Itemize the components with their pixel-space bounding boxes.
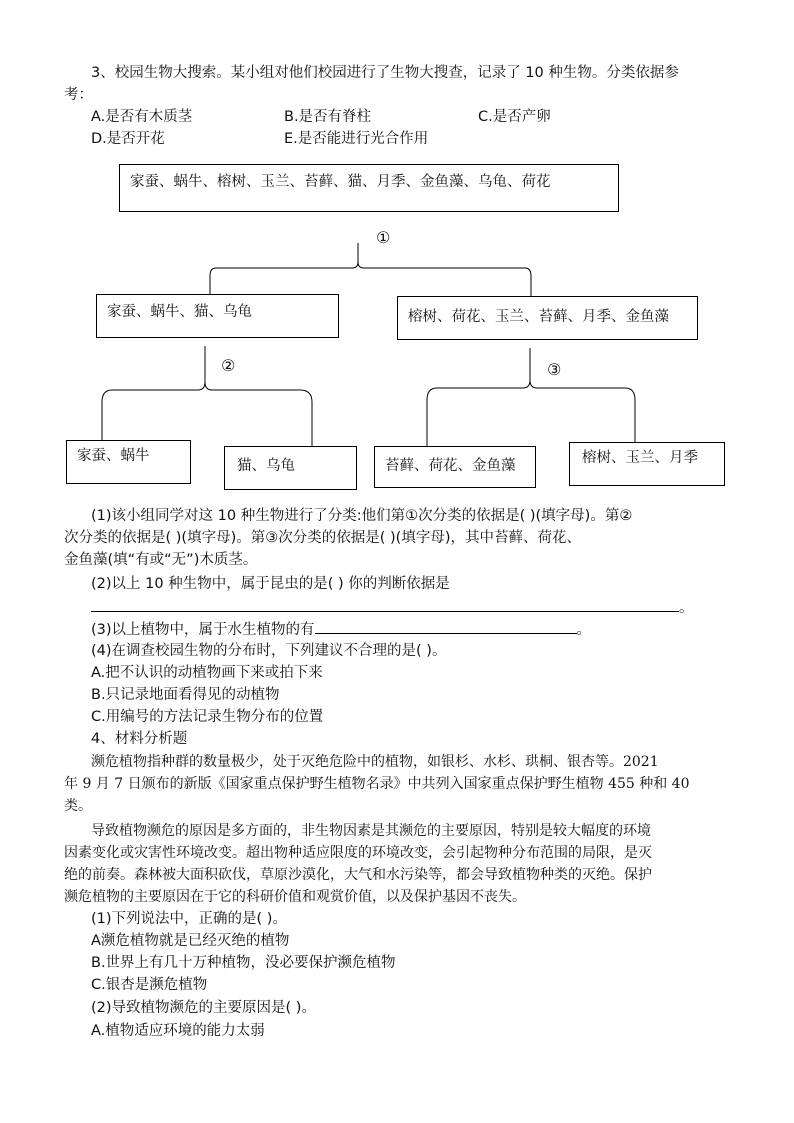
q3-sub4: (4)在调查校园生物的分布时，下列建议不合理的是( )。 xyxy=(91,643,447,659)
q4-sub2: (2)导致植物濒危的主要原因是( )。 xyxy=(91,1000,316,1016)
q3-sub3-blank[interactable] xyxy=(315,617,577,634)
q3-sub1-line1: (1)该小组同学对这 10 种生物进行了分类:他们第①次分类的依据是( )(填字母)。第② xyxy=(91,508,633,524)
q4-p1-line2: 年 9 月 7 日颁布的新版《国家重点保护野生植物名录》中共列入国家重点保护野生植物 455 种和 40 xyxy=(64,776,690,792)
q4-sub1-option-c: C.银杏是濒危植物 xyxy=(91,977,208,993)
q3-sub3-text: (3)以上植物中，属于水生植物的有 xyxy=(91,622,315,638)
diagram-marker-2: ② xyxy=(221,356,236,375)
q3-sub2-line1: (2)以上 10 种生物中，属于昆虫的是( ) 你的判断依据是 xyxy=(91,576,450,592)
brace-1 xyxy=(210,243,531,296)
q3-sub3-line xyxy=(91,617,591,641)
q3-option-a: A.是否有木质茎 xyxy=(91,109,193,125)
diagram-ll-box: 家蚕、蜗牛 xyxy=(66,440,191,484)
q4-p2-line3: 绝的前奏。森林被大面积砍伐，草原沙漠化，大气和水污染等，都会导致植物种类的灭绝。保护 xyxy=(64,867,652,883)
diagram-rl-box: 苔藓、荷花、金鱼藻 xyxy=(374,446,536,488)
q4-title: 4、材料分析题 xyxy=(91,731,188,747)
q3-sub1-line2: 次分类的依据是( )(填字母)。第③次分类的依据是( )(填字母)，其中苔藓、荷花、 xyxy=(64,530,581,546)
q4-p2-line1: 导致植物濒危的原因是多方面的，非生物因素是其濒危的主要原因，特别是较大幅度的环境 xyxy=(91,823,651,839)
q3-sub4-option-a: A.把不认识的动植物画下来或拍下来 xyxy=(91,665,323,681)
q4-p2-line4: 濒危植物的主要原因在于它的科研价值和观赏价值，以及保护基因不丧失。 xyxy=(64,889,526,905)
q4-sub2-option-a: A.植物适应环境的能力太弱 xyxy=(91,1023,265,1039)
q3-option-b: B.是否有脊柱 xyxy=(284,109,372,125)
q4-sub1: (1)下列说法中，正确的是( )。 xyxy=(91,911,287,927)
brace-2 xyxy=(102,346,312,446)
brace-3 xyxy=(427,348,635,446)
q4-sub1-option-a: A濒危植物就是已经灭绝的植物 xyxy=(91,933,290,949)
diagram-right-box: 榕树、荷花、玉兰、苔藓、月季、金鱼藻 xyxy=(397,296,698,340)
q3-intro-line2: 考： xyxy=(64,87,93,103)
q3-sub4-option-b: B.只记录地面看得见的动植物 xyxy=(91,687,280,703)
diagram-root-box: 家蚕、蜗牛、榕树、玉兰、苔藓、猫、月季、金鱼藻、乌龟、荷花 xyxy=(119,164,619,212)
q4-p1-line1: 濒危植物指种群的数量极少，处于灭绝危险中的植物，如银杉、水杉、珙桐、银杏等。2021 xyxy=(91,754,659,770)
q4-p1-line3: 类。 xyxy=(64,798,92,814)
q3-sub3-end: 。 xyxy=(576,622,592,638)
diagram-marker-3: ③ xyxy=(547,360,562,379)
q3-sub4-option-c: C.用编号的方法记录生物分布的位置 xyxy=(91,709,324,725)
q3-option-d: D.是否开花 xyxy=(91,131,165,147)
q4-sub1-option-b: B.世界上有几十万种植物，没必要保护濒危植物 xyxy=(91,955,396,971)
q3-sub1-line3: 金鱼藻(填“有或“无”)木质茎。 xyxy=(64,552,258,568)
diagram-lr-box: 猫、乌龟 xyxy=(224,446,357,490)
diagram-rr-box: 榕树、玉兰、月季 xyxy=(569,442,725,486)
q3-sub2-blank[interactable] xyxy=(91,595,679,612)
q4-p2-line2: 因素变化或灾害性环境改变。超出物种适应限度的环境改变，会引起物种分布范围的局限，是灭 xyxy=(64,845,652,861)
q3-intro-line1: 3、校园生物大搜索。某小组对他们校园进行了生物大搜查，记录了 10 种生物。分类依据参 xyxy=(91,65,679,81)
q3-sub2-answer-line xyxy=(91,595,694,619)
q3-option-c: C.是否产卵 xyxy=(478,109,551,125)
diagram-left-box: 家蚕、蜗牛、猫、乌龟 xyxy=(96,294,339,338)
diagram-marker-1: ① xyxy=(376,228,391,247)
q3-option-e: E.是否能进行光合作用 xyxy=(284,131,429,147)
q3-sub2-end: 。 xyxy=(679,600,694,616)
